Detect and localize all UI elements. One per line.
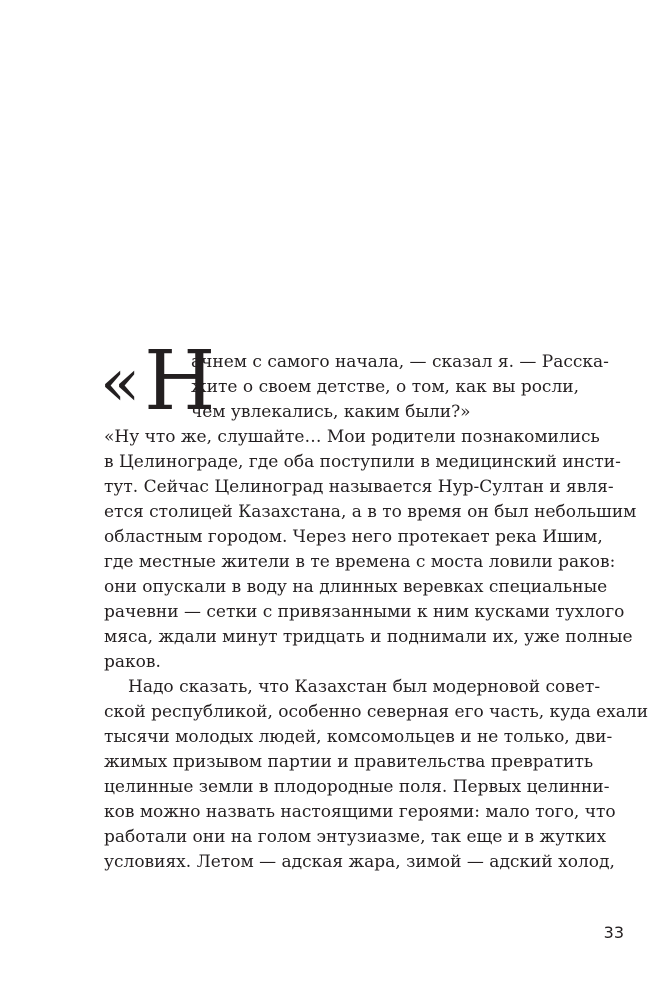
text-line: областным городом. Через него протекает река Ишим, — [104, 527, 603, 547]
text-line: они опускали в воду на длинных веревках специальные — [104, 577, 608, 597]
text-line: в Целинограде, где оба поступили в медицинский инсти- — [104, 452, 621, 472]
text-line: раков. — [104, 652, 161, 672]
body-text — [104, 350, 649, 875]
text-line: тут. Сейчас Целиноград называется Нур-Султан и явля- — [104, 477, 614, 497]
text-line: тысячи молодых людей, комсомольцев и не только, дви- — [104, 727, 613, 747]
text-line: ков можно назвать настоящими героями: мало того, что — [104, 802, 616, 822]
text-line: где местные жители в те времена с моста ловили раков: — [104, 552, 616, 572]
text-line: ачнем с самого начала, — сказал я. — Расска- — [191, 352, 609, 372]
text-line: работали они на голом энтузиазме, так еще и в жутких — [104, 827, 607, 847]
drop-cap-letter: Н — [144, 334, 216, 429]
opening-quote-mark: « — [100, 344, 139, 421]
text-line: рачевни — сетки с привязанными к ним кусками тухлого — [104, 602, 625, 622]
text-line: ется столицей Казахстана, а в то время он был небольшим — [104, 502, 637, 522]
text-line: мяса, ждали минут тридцать и поднимали их, уже полные — [104, 627, 633, 647]
text-line: чем увлекались, каким были?» — [191, 402, 471, 422]
text-line: жимых призывом партии и правительства превратить — [104, 752, 594, 772]
text-line: ской республикой, особенно северная его часть, куда ехали — [104, 702, 649, 722]
text-line: жите о своем детстве, о том, как вы росли, — [191, 377, 579, 397]
page-number: 33 — [603, 923, 624, 942]
text-line: «Ну что же, слушайте… Мои родители познакомились — [104, 427, 600, 447]
text-line: целинные земли в плодородные поля. Первых целинни- — [104, 777, 610, 797]
text-line: Надо сказать, что Казахстан был модерновой совет- — [128, 677, 601, 697]
text-line: условиях. Летом — адская жара, зимой — адский холод, — [104, 852, 615, 872]
